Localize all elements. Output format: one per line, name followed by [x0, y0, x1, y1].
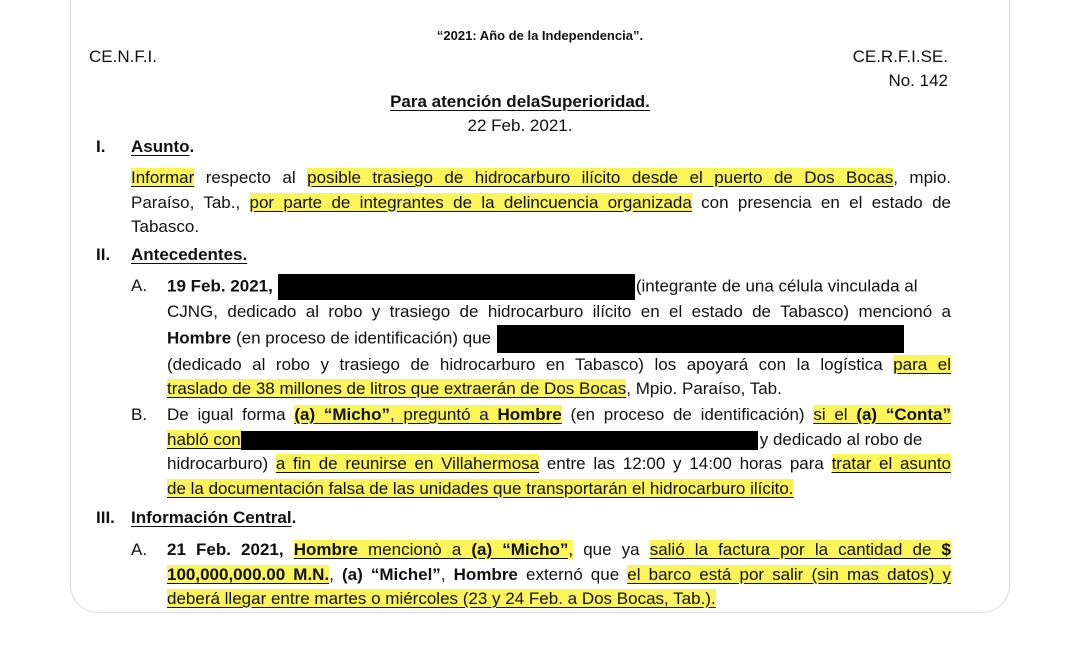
item-2a-line-5	[167, 377, 951, 402]
date: 21 Feb. 2021,	[167, 540, 294, 559]
highlight: , preguntó a	[389, 405, 498, 424]
item-2b-line-3	[167, 452, 951, 477]
item-2b-line-1	[167, 403, 951, 428]
document-number: No. 142	[888, 71, 948, 90]
text: (integrante de una célula vinculada al	[635, 276, 918, 296]
item-2b-line-2	[167, 428, 951, 453]
text: respecto al	[194, 168, 308, 187]
section-1-line-2	[131, 191, 951, 216]
highlight: posible trasiego de hidrocarburo ilícito desde el puerto de Dos Bocas	[307, 168, 894, 187]
document-title: Para atención delaSuperioridad.	[390, 92, 650, 111]
highlight-amount: 100,000,000.00 M.N.	[167, 564, 330, 584]
item-3a-line-1	[167, 538, 951, 563]
item-2a-line-2: CJNG, dedicado al robo y trasiego de hidrocarburo ilícito en el estado de Tabasco) mencionó a	[167, 302, 951, 321]
text: , mpio.	[893, 168, 951, 187]
highlight: si el	[813, 405, 857, 424]
section-1-heading-dot: .	[189, 137, 195, 156]
text: (en proceso de identificación)	[561, 405, 814, 424]
text: (en proceso de identificación) que	[231, 327, 492, 347]
highlight: tratar el asunto	[831, 454, 951, 473]
name: Hombre	[453, 564, 518, 584]
highlight: a fin de reunirse en Villahermosa	[275, 454, 540, 473]
item-2a-line-1	[167, 274, 951, 300]
document-date: 22 Feb. 2021.	[467, 116, 573, 135]
section-1-numeral: I.	[96, 137, 106, 156]
section-1-line-3: Tabasco.	[131, 217, 200, 236]
text: , Mpio. Paraíso, Tab.	[626, 379, 782, 398]
alias: (a) “Michel”	[342, 564, 441, 584]
section-1-heading-text: Asunto	[131, 137, 190, 156]
right-code: CE.R.F.I.SE.	[852, 47, 948, 66]
item-2b-letter: B.	[131, 405, 148, 424]
text: externó que	[517, 564, 628, 584]
text: Paraíso, Tab.,	[131, 192, 250, 212]
text: De igual forma	[167, 405, 295, 424]
text: hidrocarburo)	[167, 454, 276, 473]
section-2-numeral: II.	[96, 245, 111, 264]
item-3a-letter: A.	[131, 540, 148, 559]
highlight: salió la factura por la cantidad de	[649, 540, 942, 559]
highlight-name: Hombre	[497, 405, 562, 424]
item-2b-body	[167, 403, 951, 501]
motto: “2021: Año de la Independencia”.	[436, 28, 644, 43]
highlight: Informar	[131, 168, 195, 187]
left-code: CE.N.F.I.	[89, 47, 158, 66]
highlight: ,	[568, 540, 574, 559]
text: con presencia en el estado de	[691, 192, 951, 212]
highlight: deberá llegar entre martes o miércoles (23 y 24 Feb. a Dos Bocas, Tab.).	[167, 589, 716, 608]
highlight-alias: (a) “Conta”	[856, 405, 951, 424]
section-3-heading-dot: .	[291, 508, 297, 527]
text: ,	[440, 564, 454, 584]
highlight: de la documentación falsa de las unidades que transportarán el hidrocarburo ilícito.	[167, 478, 794, 498]
section-1-heading	[131, 137, 194, 157]
redaction-bar	[497, 325, 904, 353]
highlight: para el	[893, 354, 951, 374]
text: (dedicado al robo y trasiego de hidrocarburo en Tabasco) los apoyará con la logística	[167, 354, 894, 374]
highlight-amount: $	[941, 540, 951, 559]
redaction-bar	[241, 431, 758, 450]
item-3a-line-3	[167, 587, 951, 612]
item-3a-body	[167, 538, 951, 612]
text: entre las 12:00 y 14:00 horas para	[539, 454, 832, 473]
section-3-numeral: III.	[96, 508, 115, 527]
item-2a-line-3	[167, 325, 951, 353]
highlight: traslado de 38 millones de litros que extraerán de Dos Bocas	[167, 379, 627, 398]
item-3a-line-2	[167, 563, 951, 588]
highlight: el barco está por salir (sin mas datos) y	[627, 564, 952, 584]
text: ,	[329, 564, 343, 584]
highlight-alias: (a) “Micho”	[294, 405, 390, 424]
section-1-line-1	[131, 166, 951, 191]
highlight-alias: (a) “Micho”	[471, 540, 569, 559]
highlight: habló con	[167, 429, 241, 449]
item-2a-line-4	[167, 353, 951, 378]
section-1-body	[131, 166, 951, 240]
highlight: por parte de integrantes de la delincuencia organizada	[249, 192, 692, 212]
highlight-name: Hombre	[293, 540, 358, 559]
item-2a-letter: A.	[131, 276, 148, 295]
redaction-bar	[278, 274, 635, 300]
item-2a-body	[167, 274, 951, 402]
text: y dedicado al robo de	[759, 429, 923, 449]
section-2-heading: Antecedentes.	[131, 245, 248, 264]
date: 19 Feb. 2021,	[167, 276, 273, 296]
section-3-heading	[131, 508, 296, 528]
name: Hombre	[167, 327, 232, 347]
item-2b-line-4	[167, 477, 951, 502]
highlight: mencionò a	[357, 540, 472, 559]
section-3-heading-text: Información Central	[131, 508, 292, 527]
text: que ya	[573, 540, 650, 559]
